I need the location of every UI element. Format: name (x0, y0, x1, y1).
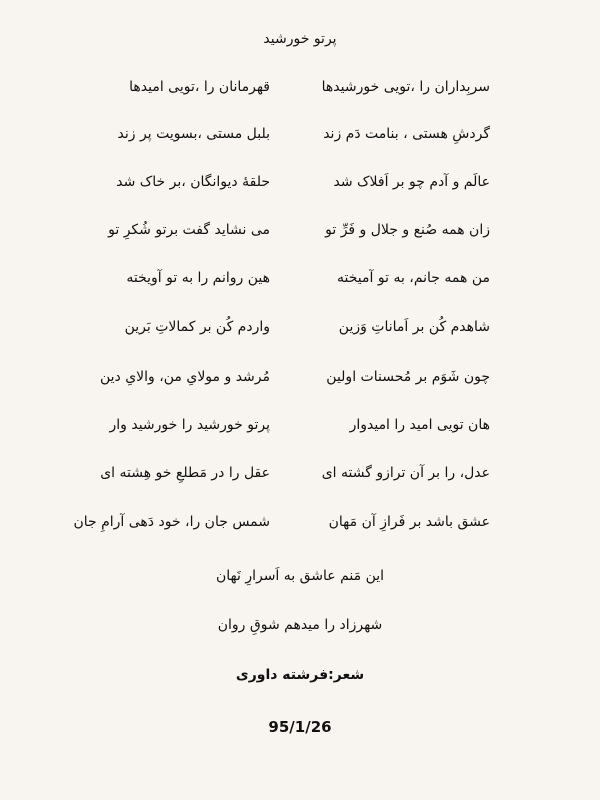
hemistich-left: می نشاید گفت برتو شُکرِ تو (108, 222, 270, 238)
hemistich-right: من همه جانم، به تو آمیخته (337, 270, 490, 286)
poem-title: پرتو خورشید (263, 31, 337, 47)
couplet-7 (0, 369, 600, 393)
hemistich-left: عقل را در مَطلعِ خو هِشته ای (100, 465, 270, 481)
hemistich-left: پرتو خورشید را خورشید وار (109, 417, 270, 433)
couplet-1 (0, 79, 600, 103)
hemistich-left: واردم کُن بر کمالاتِ بَرین (124, 319, 270, 335)
closing-line-2: شهرزاد را میدهم شوقِ روان (217, 617, 383, 633)
poem-date: 95/1/26 (268, 718, 332, 736)
couplet-2 (0, 126, 600, 150)
couplet-4 (0, 222, 600, 246)
hemistich-left: مُرشد و مولایِ من، والایِ دین (99, 369, 270, 385)
couplet-10 (0, 514, 600, 538)
hemistich-right: زان همه صُنع و جلال و فَرِّ تو (325, 222, 490, 238)
hemistich-right: سربِداران را ،تویی خورشیدها (321, 79, 490, 95)
hemistich-right: گردشِ هستی ، بنامت دَم زند (323, 126, 490, 142)
poet-line: شعر:فرشته داوری (235, 667, 365, 683)
hemistich-left: شمس جان را، خود دَهی آرامِ جان (73, 514, 270, 530)
hemistich-left: حلقهٔ دیوانگان ،بر خاک شد (116, 174, 270, 190)
couplet-8 (0, 417, 600, 441)
couplet-3 (0, 174, 600, 198)
hemistich-right: عشق باشد بر فَرازِ آن مَهان (328, 514, 490, 530)
couplet-5 (0, 270, 600, 294)
hemistich-left: بلبل مستی ،بسویت پر زند (117, 126, 270, 142)
hemistich-right: هان تویی امید را امیدوار (349, 417, 490, 433)
hemistich-right: شاهدم کُن بر اَماناتِ وَزین (338, 319, 490, 335)
hemistich-right: عدل، را بر آن ترازو گشته ای (321, 465, 490, 481)
closing-line-1: این مَنم عاشق به اَسرارِ نَهان (215, 568, 385, 584)
couplet-6 (0, 319, 600, 343)
couplet-9 (0, 465, 600, 489)
hemistich-left: قهرمانان را ،تویی امیدها (129, 79, 270, 95)
hemistich-right: چون شَوَم بر مُحسنات اولین (326, 369, 490, 385)
hemistich-right: عالَم و آدم چو بر اَفلاک شد (333, 174, 490, 190)
hemistich-left: هین روانم را به تو آویخته (126, 270, 270, 286)
